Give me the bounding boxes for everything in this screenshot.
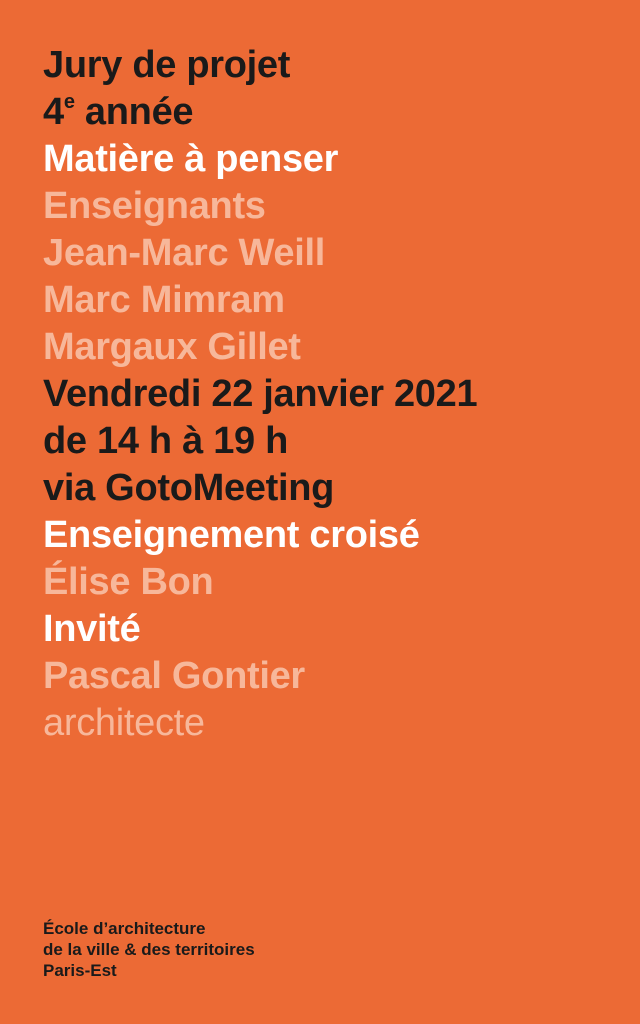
guest-label: Invité xyxy=(43,608,141,650)
teacher-name: Marc Mimram xyxy=(43,279,285,321)
year-line xyxy=(43,89,633,136)
teacher-name: Jean-Marc Weill xyxy=(43,232,326,274)
guest-role: architecte xyxy=(43,702,205,744)
teacher-name: Margaux Gillet xyxy=(43,326,301,368)
school-line: de la ville & des territoires xyxy=(43,940,255,959)
teachers-label: Enseignants xyxy=(43,185,266,227)
theme-title: Matière à penser xyxy=(43,138,339,180)
jury-title: Jury de projet xyxy=(43,44,291,86)
year-word: année xyxy=(74,91,194,133)
school-line: Paris-Est xyxy=(43,961,117,980)
guest-name: Pascal Gontier xyxy=(43,655,305,697)
event-time: de 14 h à 19 h xyxy=(43,420,289,462)
year-number: 4 xyxy=(43,91,64,133)
school-name xyxy=(43,918,443,981)
year-ordinal-suffix: e xyxy=(63,91,75,113)
cross-teaching-label: Enseignement croisé xyxy=(43,514,420,556)
school-line: École d’architecture xyxy=(43,919,206,938)
event-platform: via GotoMeeting xyxy=(43,467,335,509)
cross-teaching-name: Élise Bon xyxy=(43,561,214,603)
poster-main-text xyxy=(43,42,633,747)
event-date: Vendredi 22 janvier 2021 xyxy=(43,373,478,415)
